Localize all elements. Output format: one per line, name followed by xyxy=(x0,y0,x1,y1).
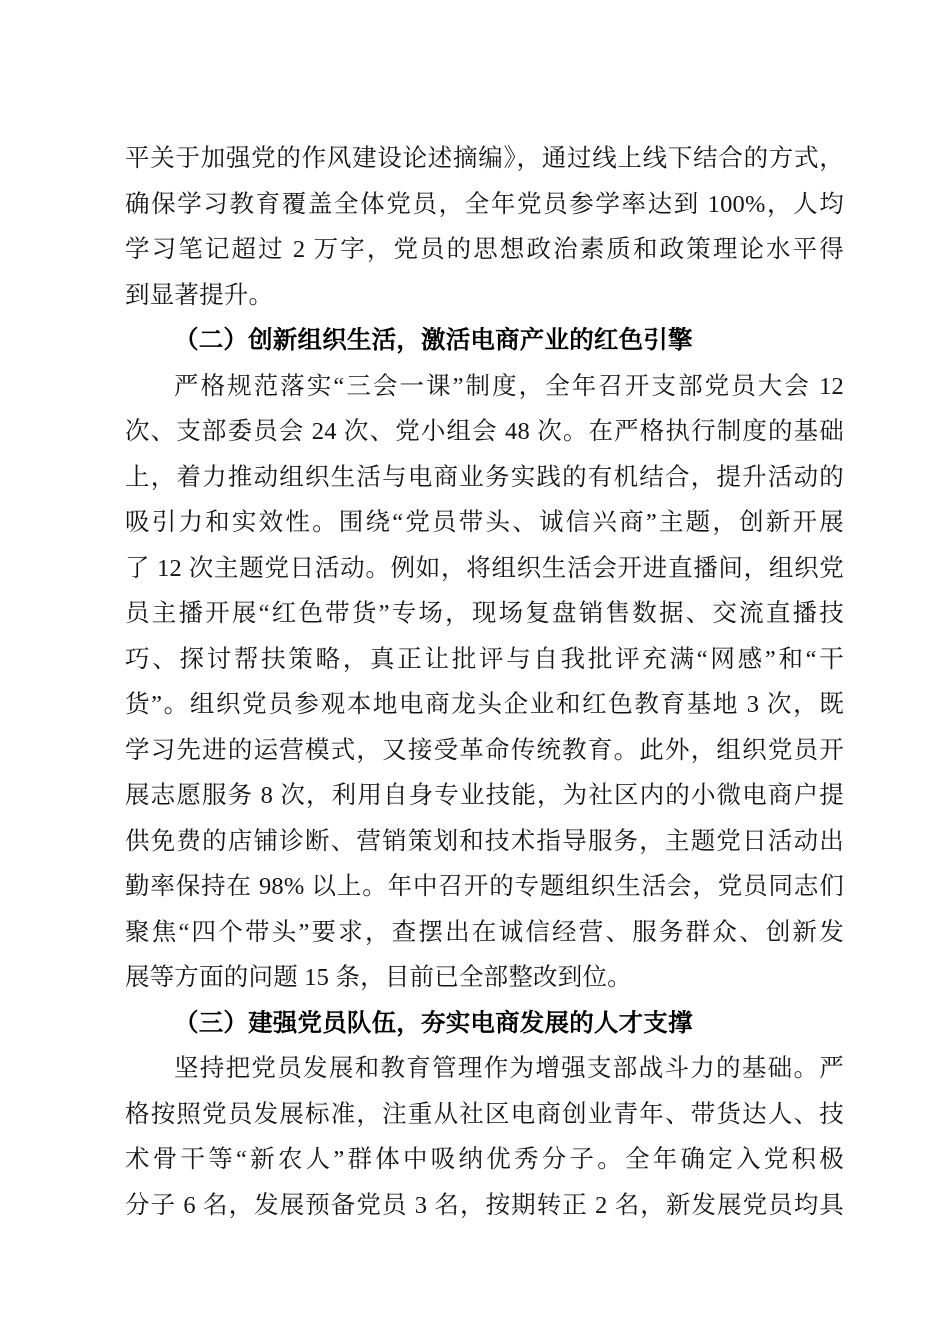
text-line: 供免费的店铺诊断、营销策划和技术指导服务，主题党日活动出 xyxy=(125,827,844,855)
text-line: 展志愿服务 8 次，利用自身专业技能，为社区内的小微电商户提 xyxy=(125,782,844,809)
text-line: 聚焦“四个带头”要求，查摆出在诚信经营、服务群众、创新发 xyxy=(125,918,844,946)
section xyxy=(125,1001,844,1047)
text-line: 平关于加强党的作风建设论述摘编》，通过线上线下结合的方式， xyxy=(125,145,844,172)
text-line: 术骨干等“新农人”群体中吸纳优秀分子。全年确定入党积极 xyxy=(125,1146,844,1173)
text-line: 到显著提升。 xyxy=(125,281,274,309)
paragraph xyxy=(125,1046,844,1228)
text-line: 上，着力推动组织生活与电商业务实践的有机结合，提升活动的 xyxy=(125,463,844,491)
text-line: 吸引力和实效性。围绕“党员带头、诚信兴商”主题，创新开展 xyxy=(125,509,844,536)
text-line: 员主播开展“红色带货”专场，现场复盘销售数据、交流直播技 xyxy=(125,600,844,627)
text-line: 确保学习教育覆盖全体党员，全年党员参学率达到 100%，人均 xyxy=(125,190,844,218)
text-line: 分子 6 名，发展预备党员 3 名，按期转正 2 名，新发展党员均具 xyxy=(125,1191,844,1219)
text-line: 学习先进的运营模式，又接受革命传统教育。此外，组织党员开 xyxy=(125,736,844,764)
text-line: 坚持把党员发展和教育管理作为增强支部战斗力的基础。严 xyxy=(174,1055,844,1082)
text-line: 展等方面的问题 15 条，目前已全部整改到位。 xyxy=(125,964,632,991)
text-line: 货”。组织党员参观本地电商龙头企业和红色教育基地 3 次，既 xyxy=(125,691,844,718)
text-body xyxy=(125,136,844,1228)
section-heading: （三）建强党员队伍，夯实电商发展的人才支撑 xyxy=(174,1009,693,1037)
text-line: 了 12 次主题党日活动。例如，将组织生活会开进直播间，组织党 xyxy=(125,554,844,582)
section-heading: （二）创新组织生活，激活电商产业的红色引擎 xyxy=(174,327,693,354)
text-line: 学习笔记超过 2 万字，党员的思想政治素质和政策理论水平得 xyxy=(125,236,844,263)
text-line: 巧、探讨帮扶策略，真正让批评与自我批评充满“网感”和“干 xyxy=(125,645,844,673)
text-line: 严格规范落实“三会一课”制度，全年召开支部党员大会 12 xyxy=(174,372,844,400)
paragraph xyxy=(125,136,844,318)
section xyxy=(125,318,844,364)
text-line: 勤率保持在 98% 以上。年中召开的专题组织生活会，党员同志们 xyxy=(125,873,844,900)
text-line: 次、支部委员会 24 次、党小组会 48 次。在严格执行制度的基础 xyxy=(125,418,844,445)
text-line: 格按照党员发展标准，注重从社区电商创业青年、带货达人、技 xyxy=(125,1100,844,1128)
paragraph xyxy=(125,364,844,1001)
